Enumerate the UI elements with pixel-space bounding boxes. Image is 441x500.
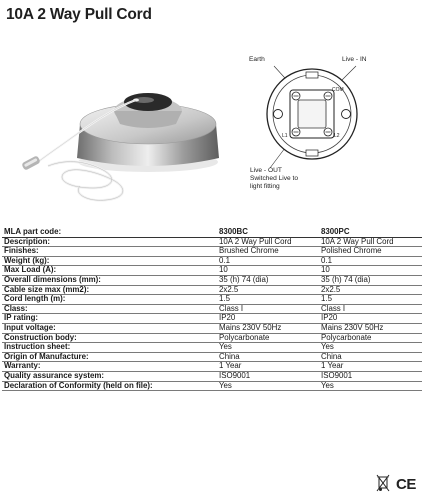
row-col2: Mains 230V 50Hz <box>317 323 422 333</box>
row-col2: 1.5 <box>317 295 422 305</box>
row-label: Description: <box>2 237 217 247</box>
row-col1: China <box>217 352 317 362</box>
row-col2: 10A 2 Way Pull Cord <box>317 237 422 247</box>
terminal-label-l2: L2 <box>334 133 340 139</box>
row-label: Quality assurance system: <box>2 371 217 381</box>
row-col2: 10 <box>317 266 422 276</box>
row-col1: ISO9001 <box>217 371 317 381</box>
cable-entry-bottom <box>306 150 318 156</box>
mechanism-plate <box>298 100 326 128</box>
cable-entry-top <box>306 72 318 78</box>
row-col2: Polycarbonate <box>317 333 422 343</box>
row-col2: IP20 <box>317 314 422 324</box>
row-col2: Yes <box>317 343 422 353</box>
table-row <box>2 371 422 381</box>
table-row <box>2 285 422 295</box>
row-label: Max Load (A): <box>2 266 217 276</box>
row-col1: 10 <box>217 266 317 276</box>
row-label: Origin of Manufacture: <box>2 352 217 362</box>
row-label: Overall dimensions (mm): <box>2 276 217 286</box>
terminal-label-com: COM <box>332 87 344 93</box>
row-label: IP rating: <box>2 314 217 324</box>
row-col1: 10A 2 Way Pull Cord <box>217 237 317 247</box>
row-col2: 35 (h) 74 (dia) <box>317 276 422 286</box>
row-label: Cable size max (mm2): <box>2 285 217 295</box>
row-label: Instruction sheet: <box>2 343 217 353</box>
row-col2: Class I <box>317 304 422 314</box>
ce-mark: CE <box>396 476 416 492</box>
terminal-label-l1: L1 <box>282 133 288 139</box>
row-label: Declaration of Conformity (held on file): <box>2 381 217 391</box>
row-col2: 1 Year <box>317 362 422 372</box>
table-row <box>2 276 422 286</box>
live-out-line-1: Live - OUT <box>250 167 282 174</box>
row-col1: Mains 230V 50Hz <box>217 323 317 333</box>
spec-table-header <box>2 228 422 237</box>
live-out-line-2: Switched Live to <box>250 175 299 182</box>
row-col1: 1 Year <box>217 362 317 372</box>
table-row <box>2 295 422 305</box>
row-col1: 35 (h) 74 (dia) <box>217 276 317 286</box>
row-col1: Polycarbonate <box>217 333 317 343</box>
fixing-hole-left <box>274 110 283 119</box>
row-label: Warranty: <box>2 362 217 372</box>
row-col1: IP20 <box>217 314 317 324</box>
header-col2: 8300PC <box>317 228 422 237</box>
row-col1: 0.1 <box>217 256 317 266</box>
row-col1: Class I <box>217 304 317 314</box>
row-col1: Yes <box>217 381 317 391</box>
table-row <box>2 256 422 266</box>
row-col2: 0.1 <box>317 256 422 266</box>
row-label: Cord length (m): <box>2 295 217 305</box>
live-in-label: Live - IN <box>342 56 367 63</box>
table-row <box>2 343 422 353</box>
row-label: Class: <box>2 304 217 314</box>
row-col2: Polished Chrome <box>317 247 422 257</box>
row-col1: Yes <box>217 343 317 353</box>
table-row <box>2 362 422 372</box>
row-label: Input voltage: <box>2 323 217 333</box>
table-row <box>2 304 422 314</box>
row-col2: 2x2.5 <box>317 285 422 295</box>
row-label: Finishes: <box>2 247 217 257</box>
table-row <box>2 352 422 362</box>
row-label: Construction body: <box>2 333 217 343</box>
row-col1: 2x2.5 <box>217 285 317 295</box>
earth-label: Earth <box>249 56 265 63</box>
table-row <box>2 381 422 391</box>
product-photo <box>18 66 228 216</box>
live-out-line-3: light fitting <box>250 183 280 190</box>
row-col1: Brushed Chrome <box>217 247 317 257</box>
table-row <box>2 247 422 257</box>
header-label: MLA part code: <box>2 228 217 237</box>
row-col2: Yes <box>317 381 422 391</box>
compliance-marks <box>375 474 425 492</box>
row-col1: 1.5 <box>217 295 317 305</box>
page-title: 10A 2 Way Pull Cord <box>6 6 152 23</box>
row-label: Weight (kg): <box>2 256 217 266</box>
header-col1: 8300BC <box>217 228 317 237</box>
cord-acorn-handle <box>21 155 41 171</box>
weee-bin-icon <box>377 475 389 491</box>
spec-table <box>2 228 422 391</box>
row-col2: China <box>317 352 422 362</box>
row-col2: ISO9001 <box>317 371 422 381</box>
table-row <box>2 323 422 333</box>
live-out-label <box>250 167 298 191</box>
fixing-hole-right <box>342 110 351 119</box>
